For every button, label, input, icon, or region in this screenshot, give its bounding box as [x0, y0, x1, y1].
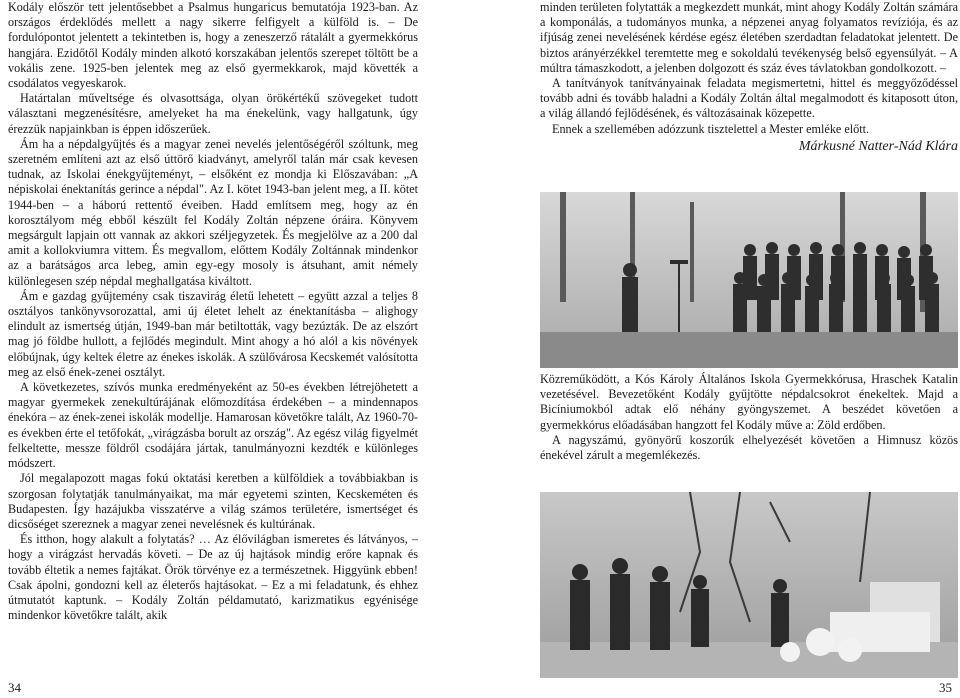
left-text-column	[8, 0, 418, 623]
paragraph: A következetes, szívós munka eredményeként az 50-es években létrejöhetett a magyar gyermekek zenekultúrájának előmozdítása érdekében – a mindennapos énekóra – az ének-zenei iskolák modellje. Hamarosan követőkre talált, Az 1960-70-es években érte el tetőfokát, „virágzásba borult az ország". Az egész világ figyelmét felkeltette, messze földről csodájára jártak, tanulmányozni kezdték e különleges módszert.	[8, 380, 418, 471]
caption-paragraph: Közreműködött, a Kós Károly Általános Iskola Gyermekkórusa, Hraschek Katalin vezetésével. Bevezetőként Kodály gyűjtötte népdalcsokrot énekeltek. Majd a Bicíniumokból adtak elő néhány gyöngyszemet. A beszédet követően a gyermekkórus előadásában hangzott fel Kodály műve a: Zöld erdőben.	[540, 372, 958, 432]
page-number: 35	[939, 680, 952, 695]
wreath-ceremony-photo-icon	[540, 492, 958, 678]
photo-caption	[540, 372, 958, 463]
paragraph: Ám e gazdag gyűjtemény csak tiszavirág életű lehetett – együtt azzal a teljes 8 osztályos tankönyvsorozattal, ami új életet lehelt az énektanításba – alighogy elindult az ismertség útján, 1949-ban már betiltották, vagy bezúzták. De az elszórt mag jó földbe hullott, a fejlődés megindult. Mint ahogy a hó alól a kis növények előbújnak, úgy keltek életre az énekes iskolák. A szülővárosa Kecskemét valósította meg az első ének-zenei osztályt.	[8, 288, 418, 379]
paragraph: minden területen folytatták a megkezdett munkát, mint ahogy Kodály Zoltán számára a komponálás, a tudományos munka, a népzenei anyag folyamatos revíziója, és az ifjúság zenei nevelésének kérdése egész életében szerdadtan feladatokat jelentett. De biztos arányérzékkel teremtette meg e sokoldalú tevékenység belső egyensúlyát. – A múltra támaszkodott, a jelenben dolgozott és száz éves távlatokban gondolkozott. –	[540, 0, 958, 75]
caption-paragraph: A nagyszámú, gyönyörű koszorúk elhelyezését követően a Himnusz közös énekével zárult a megemlékezés.	[540, 432, 958, 463]
paragraph: Ám ha a népdalgyűjtés és a magyar zenei nevelés jelentőségéről szóltunk, meg szeretném említeni azt az első úttörő kiadványt, amelyről talán már csak kevesen tudnak, az Iskolai énekgyűjteményt, – elsőként ez mondja ki Előszavában: „A népiskolai énektanítás gerince a népdal". Az I. kötet 1943-ban jelent meg, a II. kötet 1944-ben – a háború rettentő éveiben. Hadd említsem meg, hogy az én korosztályom még ebből készült fel Kodály Zoltán népzene óráira. Könyvem megsárgult lapjain ott vannak az akkori széljegyzetek. És megjelölve az a 200 dal amit a kollokviumra vittem. És megvallom, előttem Kodály Zoltánnak mindenkor az a barátságos arca lebeg, amin egy-egy mosoly is átsuhant, amit némely különlegesen szép népdal meghallgatása kiváltott.	[8, 136, 418, 288]
right-text-column	[540, 0, 958, 154]
paragraph: Jól megalapozott magas fokú oktatási keretben a külföldiek a továbbiakban is szorgosan folytatják tanulmányaikat, ma már egyetemi szinten, Kecskeméten és Budapesten. Így hazájukba visszatérve a világ számos területére, ismertséget és dicsőséget szereznek a magyar zenei nevelésnek és kultúrának.	[8, 471, 418, 531]
choir-photo-icon	[540, 192, 958, 368]
author-signature: Márkusné Natter-Nád Klára	[798, 138, 958, 154]
paragraph: Kodály először tett jelentősebbet a Psalmus hungaricus bemutatója 1923-ban. Az országos érdeklődés mellett a nagy sikerre felfigyelt a külföld is. – De fordulópontot jelentett a tekintetben is, hogy a zeneszerző rátalált a gyermekkórus hangjára. Ezidőtől Kodály minden alkotó korszakában jelentős szerepet töltött be a vokális zene. 1925-ben jelentek meg az első gyermekkarok, majd követték a csodálatos vegyeskarok.	[8, 0, 418, 91]
page-number: 34	[8, 680, 21, 695]
paragraph: Ennek a szellemében adózzunk tisztelettel a Mester emléke előtt.	[552, 121, 870, 136]
paragraph: És itthon, hogy alakult a folytatás? … Az élővilágban ismeretes és látványos, – hogy a virágzást hervadás követi. – De az új hajtások mindig erőre kapnak és tovább éltetik a nemes fajtákat. Örök törvénye ez a természetnek. Higgyünk ebben! Csak ápolni, gondozni kell az életerős hajtásokat. – Ez a mi feladatunk, és ehhez útmutatót kaptunk. – Kodály Zoltán példamutató, karizmatikus egyénisége mindenkor követőkre talált, akik	[8, 532, 418, 623]
paragraph: Határtalan műveltsége és olvasottsága, olyan örökértékű szövegeket tudott választani megzenésítésre, amelyeket ha ma énekelünk, vagy hallgatunk, úgy érezzük napjainkban is éppen időszerűek.	[8, 91, 418, 136]
right-page	[480, 0, 960, 698]
paragraph: A tanítványok tanítványainak feladata megismertetni, hittel és meggyőződéssel tovább adni és tovább haladni a Kodály Zoltán által megalmodott és kitaposott úton, a világ állandó fejlődésének, és változásainak közepette.	[540, 76, 958, 121]
